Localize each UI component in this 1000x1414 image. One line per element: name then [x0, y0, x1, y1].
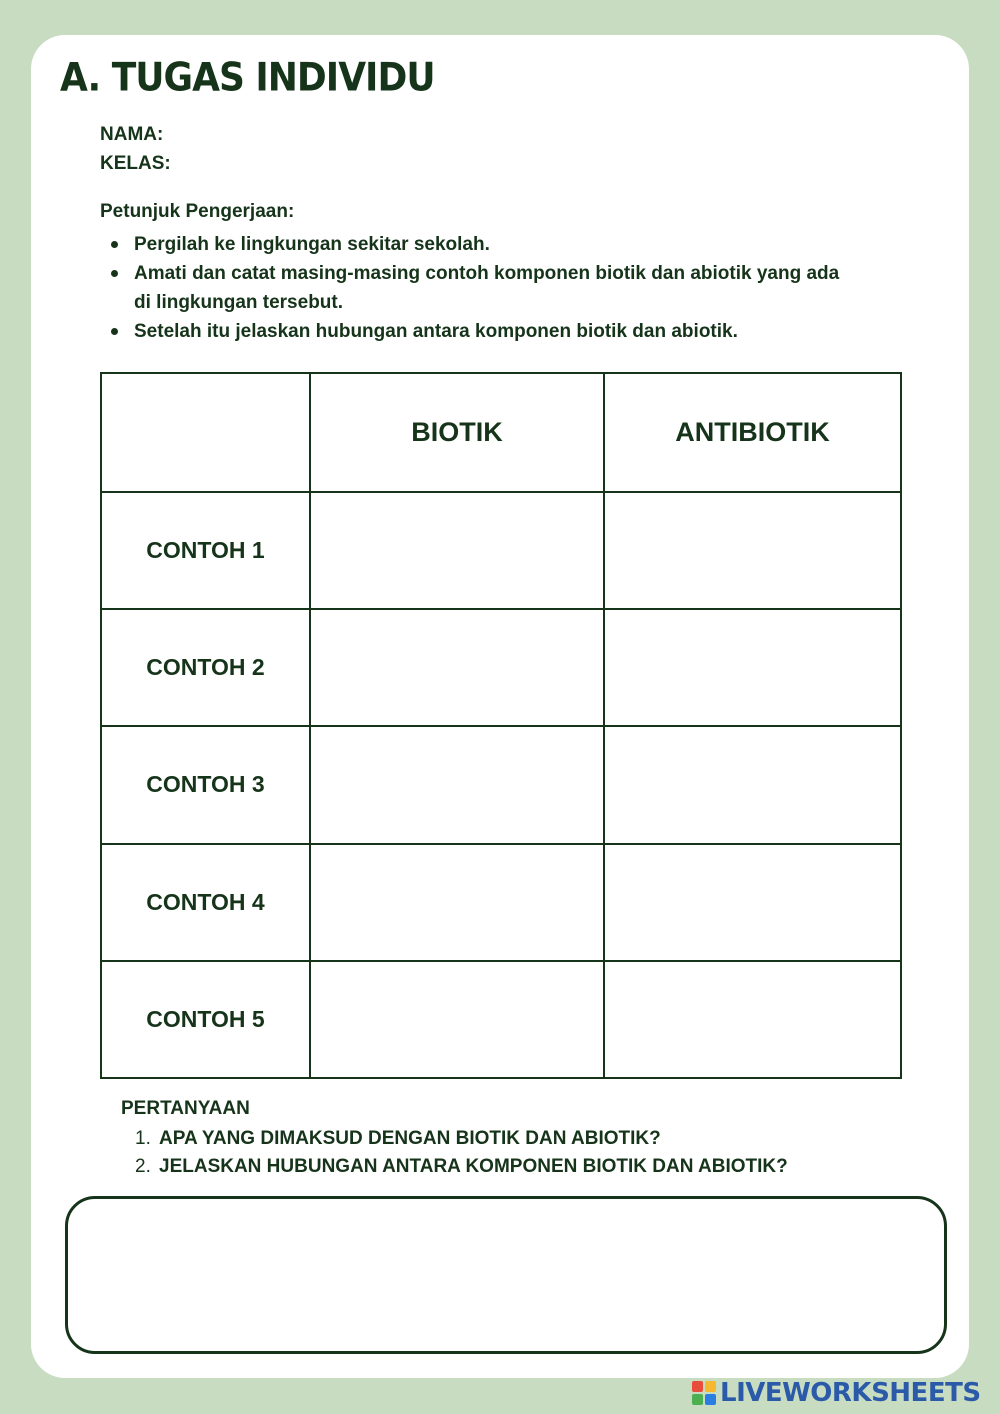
logo-square — [692, 1394, 703, 1405]
table-row — [101, 492, 901, 609]
row-label: CONTOH 3 — [101, 726, 310, 843]
row-label: CONTOH 2 — [101, 609, 310, 726]
liveworksheets-logo-icon — [692, 1381, 716, 1405]
header-empty-cell — [101, 373, 310, 492]
table-row — [101, 844, 901, 961]
biotik-answer-cell[interactable] — [310, 492, 604, 609]
row-label: CONTOH 5 — [101, 961, 310, 1078]
bullet-icon — [111, 270, 118, 277]
table-header-row — [101, 373, 901, 492]
antibiotik-answer-cell[interactable] — [604, 609, 901, 726]
table-row — [101, 726, 901, 843]
liveworksheets-brand[interactable] — [692, 1378, 981, 1408]
name-label: NAMA: — [100, 124, 164, 145]
table-row — [101, 961, 901, 1078]
table-row — [101, 609, 901, 726]
brand-text: LIVEWORKSHEETS — [720, 1378, 981, 1408]
biotik-answer-cell[interactable] — [310, 961, 604, 1078]
question-item — [135, 1153, 788, 1181]
biotik-answer-cell[interactable] — [310, 726, 604, 843]
question-text: JELASKAN HUBUNGAN ANTARA KOMPONEN BIOTIK DAN ABIOTIK? — [159, 1156, 788, 1177]
header-biotik: BIOTIK — [310, 373, 604, 492]
question-item — [135, 1125, 788, 1153]
header-antibiotik: ANTIBIOTIK — [604, 373, 901, 492]
class-label: KELAS: — [100, 153, 171, 174]
antibiotik-answer-cell[interactable] — [604, 961, 901, 1078]
instruction-item — [100, 230, 860, 259]
row-label: CONTOH 4 — [101, 844, 310, 961]
instruction-text: Amati dan catat masing-masing contoh komponen biotik dan abiotik yang ada di lingkungan tersebut. — [134, 263, 840, 313]
page-title: A. TUGAS INDIVIDU — [60, 56, 435, 101]
answer-textbox[interactable] — [65, 1196, 947, 1354]
question-number: 1. — [135, 1128, 151, 1149]
instructions-title: Petunjuk Pengerjaan: — [100, 201, 295, 222]
antibiotik-answer-cell[interactable] — [604, 726, 901, 843]
row-label: CONTOH 1 — [101, 492, 310, 609]
bullet-icon — [111, 241, 118, 248]
instruction-item — [100, 317, 860, 346]
biotik-answer-cell[interactable] — [310, 609, 604, 726]
observation-table — [100, 372, 902, 1079]
antibiotik-answer-cell[interactable] — [604, 844, 901, 961]
logo-square — [692, 1381, 703, 1392]
logo-square — [705, 1394, 716, 1405]
instruction-text: Pergilah ke lingkungan sekitar sekolah. — [134, 234, 490, 255]
antibiotik-answer-cell[interactable] — [604, 492, 901, 609]
biotik-answer-cell[interactable] — [310, 844, 604, 961]
question-text: APA YANG DIMAKSUD DENGAN BIOTIK DAN ABIOTIK? — [159, 1128, 661, 1149]
logo-square — [705, 1381, 716, 1392]
questions-list — [135, 1125, 788, 1181]
bullet-icon — [111, 328, 118, 335]
instruction-item — [100, 259, 860, 317]
questions-title: PERTANYAAN — [121, 1098, 250, 1119]
instructions-list — [100, 230, 860, 346]
question-number: 2. — [135, 1156, 151, 1177]
instruction-text: Setelah itu jelaskan hubungan antara komponen biotik dan abiotik. — [134, 321, 738, 342]
